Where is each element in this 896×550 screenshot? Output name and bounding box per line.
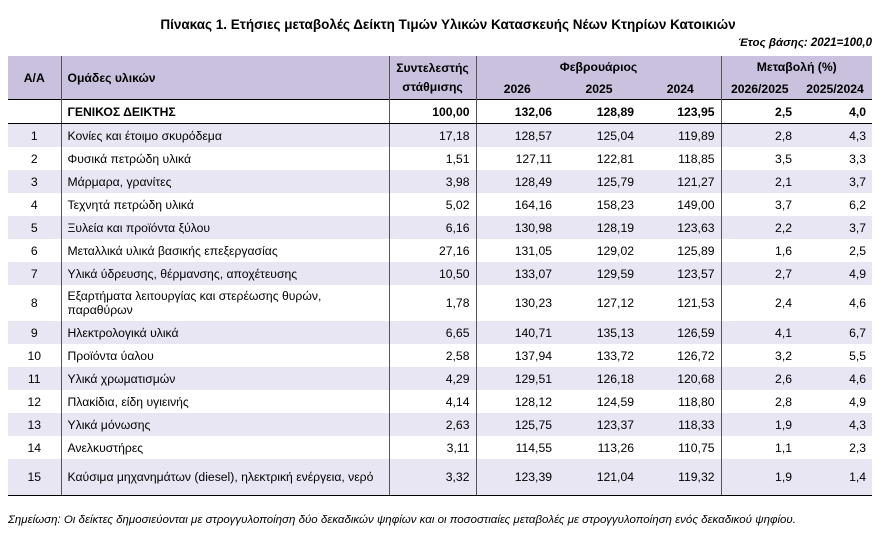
change-2026-2025: 3,2 — [721, 344, 798, 367]
value-2025: 129,02 — [596, 243, 634, 258]
row-number: 3 — [8, 170, 61, 193]
change-2026-2025: 2,4 — [721, 285, 798, 321]
total-label: ΓΕΝΙΚΟΣ ΔΕΙΚΤΗΣ — [61, 100, 389, 124]
total-2024: 123,95 — [640, 100, 721, 124]
value-2026: 131,05 — [476, 239, 558, 262]
change-2025-2024: 4,3 — [798, 124, 872, 148]
change-2025-2024: 2,3 — [849, 440, 867, 455]
change-2025-2024: 4,9 — [798, 262, 872, 285]
weight-value: 4,14 — [389, 390, 476, 413]
change-2026-2025: 1,1 — [721, 436, 798, 459]
total-row — [8, 100, 872, 124]
weight-value: 1,51 — [389, 147, 476, 170]
value-2026: 127,11 — [476, 147, 558, 170]
weight-value: 4,29 — [389, 367, 476, 390]
material-group: Υλικά χρωματισμών — [61, 367, 389, 390]
value-2025: 113,26 — [597, 440, 634, 455]
material-group: Ξυλεία και προϊόντα ξύλου — [61, 216, 389, 239]
row-number: 12 — [27, 394, 42, 409]
row-number: 1 — [8, 124, 61, 148]
header-2025: 2025 — [558, 78, 640, 100]
value-2026: 123,39 — [476, 459, 558, 496]
value-2024: 121,27 — [640, 170, 721, 193]
table-row — [8, 170, 872, 193]
row-number: 13 — [8, 413, 61, 436]
row-number: 15 — [8, 459, 61, 496]
value-2025: 125,79 — [558, 170, 640, 193]
value-2024: 121,53 — [677, 296, 715, 310]
material-group: Εξαρτήματα λειτουργίας και στερέωσης θυρών, παραθύρων — [61, 285, 389, 321]
change-2026-2025: 2,1 — [721, 170, 798, 193]
change-2025-2024: 6,2 — [849, 197, 867, 212]
value-2024: 125,89 — [677, 243, 715, 258]
header-aa: Α/Α — [8, 56, 61, 100]
change-2025-2024: 4,6 — [849, 296, 867, 310]
value-2025: 121,04 — [558, 459, 640, 496]
base-year-note: Έτος βάσης: 2021=100,0 — [737, 37, 872, 49]
table-row — [8, 344, 872, 367]
value-2024: 119,32 — [640, 459, 721, 496]
table-row — [8, 390, 872, 413]
material-group: Μάρμαρα, γρανίτες — [61, 170, 389, 193]
row-number: 14 — [27, 440, 42, 455]
table-row — [8, 239, 872, 262]
material-group: Κονίες και έτοιμο σκυρόδεμα — [61, 124, 389, 148]
value-2026: 128,49 — [476, 170, 558, 193]
header-2024: 2024 — [640, 78, 721, 100]
total-2025: 128,89 — [558, 100, 640, 124]
value-2024: 118,33 — [640, 413, 721, 436]
table-title: Πίνακας 1. Ετήσιες μεταβολές Δείκτη Τιμών Υλικών Κατασκευής Νέων Κτηρίων Κατοικιών — [160, 17, 736, 32]
change-2025-2024: 5,5 — [849, 348, 867, 363]
value-2024: 119,89 — [640, 124, 721, 148]
change-2026-2025: 1,9 — [721, 413, 798, 436]
total-change-2026-2025: 2,5 — [721, 100, 798, 124]
table-row — [8, 262, 872, 285]
value-2025: 127,12 — [596, 296, 634, 310]
change-2025-2024: 3,7 — [798, 216, 872, 239]
change-2025-2024: 1,4 — [798, 459, 872, 496]
table-row — [8, 193, 872, 216]
weight-value: 3,32 — [389, 459, 476, 496]
value-2026: 129,51 — [476, 367, 558, 390]
row-number: 11 — [8, 367, 61, 390]
material-group: Ανελκυστήρες — [61, 436, 389, 459]
weight-value: 27,16 — [389, 239, 476, 262]
value-2024: 126,72 — [677, 348, 715, 363]
material-group: Φυσικά πετρώδη υλικά — [61, 147, 389, 170]
header-change-2025-2024: 2025/2024 — [798, 78, 872, 100]
value-2026: 164,16 — [476, 193, 558, 216]
material-group: Πλακίδια, είδη υγιεινής — [61, 390, 389, 413]
value-2024: 126,59 — [640, 321, 721, 344]
change-2026-2025: 2,8 — [721, 390, 798, 413]
weight-value: 3,11 — [389, 436, 476, 459]
material-group: Προϊόντα ύαλου — [61, 344, 389, 367]
change-2026-2025: 4,1 — [721, 321, 798, 344]
header-change: Μεταβολή (%) — [721, 56, 872, 78]
material-group: Ηλεκτρολογικά υλικά — [61, 321, 389, 344]
change-2025-2024: 4,9 — [849, 394, 867, 409]
value-2025: 123,37 — [558, 413, 640, 436]
value-2026: 133,07 — [476, 262, 558, 285]
change-2025-2024: 6,7 — [798, 321, 872, 344]
value-2024: 118,80 — [678, 394, 715, 409]
weight-value: 5,02 — [389, 193, 476, 216]
value-2024: 110,75 — [678, 440, 715, 455]
value-2026: 114,55 — [476, 436, 558, 459]
value-2026: 125,75 — [476, 413, 558, 436]
change-2026-2025: 2,7 — [721, 262, 798, 285]
value-2025: 129,59 — [558, 262, 640, 285]
change-2025-2024: 4,3 — [798, 413, 872, 436]
footnote: Σημείωση: Οι δείκτες δημοσιεύονται με στρογγυλοποίηση δύο δεκαδικών ψηφίων και οι ποσοστιαίες μεταβολές με στρογγυλοποίηση ενός δεκαδικού ψηφίου. — [8, 514, 796, 526]
value-2025: 158,23 — [596, 197, 634, 212]
material-group: Καύσιμα μηχανημάτων (diesel), ηλεκτρική ενέργεια, νερό — [61, 459, 389, 496]
value-2026: 137,94 — [476, 344, 558, 367]
weight-value: 2,58 — [389, 344, 476, 367]
weight-value: 2,63 — [389, 413, 476, 436]
header-2026: 2026 — [476, 78, 558, 100]
value-2025: 133,72 — [596, 348, 634, 363]
change-2026-2025: 3,7 — [721, 193, 798, 216]
value-2026: 140,71 — [476, 321, 558, 344]
value-2025: 128,19 — [558, 216, 640, 239]
value-2024: 120,68 — [640, 367, 721, 390]
material-group: Τεχνητά πετρώδη υλικά — [61, 193, 389, 216]
row-number: 7 — [8, 262, 61, 285]
index-table — [8, 56, 872, 496]
value-2025: 122,81 — [596, 151, 634, 166]
weight-value: 10,50 — [389, 262, 476, 285]
row-number: 5 — [8, 216, 61, 239]
weight-value: 1,78 — [389, 285, 476, 321]
table-row — [8, 216, 872, 239]
value-2025: 126,18 — [558, 367, 640, 390]
row-number: 9 — [8, 321, 61, 344]
row-number: 10 — [27, 348, 42, 363]
material-group: Υλικά μόνωσης — [61, 413, 389, 436]
weight-value: 17,18 — [389, 124, 476, 148]
change-2026-2025: 2,6 — [721, 367, 798, 390]
change-2025-2024: 3,3 — [849, 151, 867, 166]
row-number: 8 — [30, 296, 38, 310]
row-number: 6 — [30, 243, 38, 258]
value-2025: 125,04 — [558, 124, 640, 148]
value-2026: 130,23 — [476, 285, 558, 321]
table-row — [8, 285, 872, 321]
table-row — [8, 367, 872, 390]
change-2025-2024: 2,5 — [849, 243, 867, 258]
table-row — [8, 459, 872, 496]
header-february: Φεβρουάριος — [476, 56, 721, 78]
change-2026-2025: 1,9 — [721, 459, 798, 496]
table-row — [8, 147, 872, 170]
value-2024: 118,85 — [678, 151, 715, 166]
total-weight: 100,00 — [389, 100, 476, 124]
value-2024: 123,63 — [640, 216, 721, 239]
table-row — [8, 321, 872, 344]
change-2026-2025: 3,5 — [721, 147, 798, 170]
header-groups: Ομάδες υλικών — [61, 56, 389, 100]
table-row — [8, 436, 872, 459]
change-2026-2025: 1,6 — [721, 239, 798, 262]
total-change-2025-2024: 4,0 — [798, 100, 872, 124]
header-change-2026-2025: 2026/2025 — [721, 78, 798, 100]
total-2026: 132,06 — [476, 100, 558, 124]
value-2024: 149,00 — [677, 197, 715, 212]
material-group: Μεταλλικά υλικά βασικής επεξεργασίας — [61, 239, 389, 262]
weight-value: 3,98 — [389, 170, 476, 193]
table-row — [8, 124, 872, 148]
material-group: Υλικά ύδρευσης, θέρμανσης, αποχέτευσης — [61, 262, 389, 285]
table-row — [8, 413, 872, 436]
value-2026: 130,98 — [476, 216, 558, 239]
change-2026-2025: 2,8 — [721, 124, 798, 148]
row-number: 4 — [30, 197, 38, 212]
value-2024: 123,57 — [640, 262, 721, 285]
change-2025-2024: 4,6 — [798, 367, 872, 390]
value-2025: 135,13 — [558, 321, 640, 344]
change-2025-2024: 3,7 — [798, 170, 872, 193]
value-2026: 128,57 — [476, 124, 558, 148]
weight-value: 6,65 — [389, 321, 476, 344]
value-2025: 124,59 — [596, 394, 634, 409]
change-2026-2025: 2,2 — [721, 216, 798, 239]
row-number: 2 — [30, 151, 38, 166]
value-2026: 128,12 — [476, 390, 558, 413]
header-weight: Συντελεστής στάθμισης — [389, 56, 476, 100]
weight-value: 6,16 — [389, 216, 476, 239]
